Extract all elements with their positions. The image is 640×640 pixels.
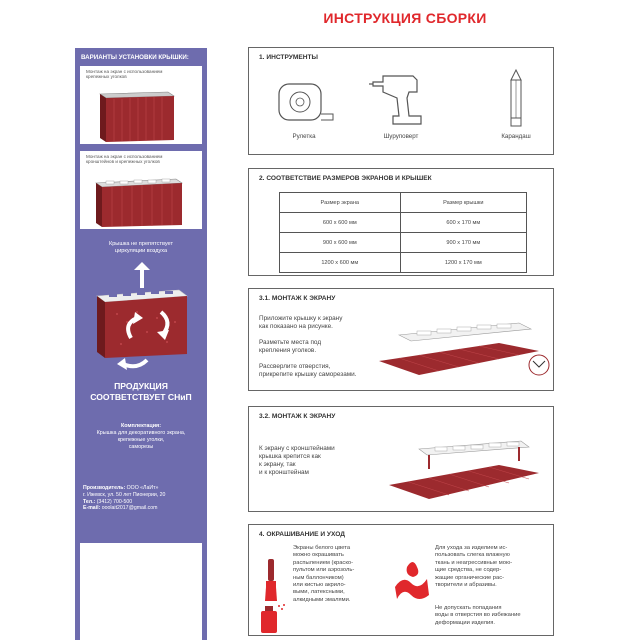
step-text: Разметьте места под крепления уголков.	[259, 339, 322, 354]
section-title: 3.1. МОНТАЖ К ЭКРАНУ	[259, 295, 336, 302]
table-cell: 600 х 600 мм	[280, 213, 401, 233]
spray-can-icon	[257, 603, 287, 635]
painting-and-care-section	[248, 524, 554, 636]
sizes-table	[279, 192, 527, 273]
tool-label-tape: Рулетка	[292, 133, 316, 140]
sidebar-heading: ВАРИАНТЫ УСТАНОВКИ КРЫШКИ:	[81, 54, 189, 61]
page-title: ИНСТРУКЦИЯ СБОРКИ	[323, 10, 487, 26]
care-text: Для ухода за изделием ис- пользовать слегка влажную ткань и неагрессивные мою- щие средства, не содер- жащие органические рас- творители и абразивы.	[435, 545, 513, 589]
mount-brackets-text: К экрану с кронштейнами крышка крепится как к экрану, так и к кронштейнам	[259, 445, 335, 476]
bracket-mount-illustration	[389, 429, 549, 509]
column-header: Размер экрана	[280, 193, 401, 213]
section-title: 2. СООТВЕТСТВИЕ РАЗМЕРОВ ЭКРАНОВ И КРЫШЕК	[259, 175, 432, 182]
table-row	[280, 213, 527, 233]
painting-text: Экраны белого цвета можно окрашивать распылением (краско- пультом или аэрозоль- ным баллончиком) или кистью акрило- выми, латексными, алкидными эмалями.	[293, 545, 355, 603]
section-title: 3.2. МОНТАЖ К ЭКРАНУ	[259, 413, 336, 420]
mount-to-screen-section	[248, 288, 554, 391]
install-variants-sidebar	[75, 48, 207, 640]
variant-card-angles	[80, 66, 202, 144]
section-title: 4. ОКРАШИВАНИЕ И УХОД	[259, 531, 345, 538]
table-cell: 900 х 600 мм	[280, 233, 401, 253]
variant-card-brackets	[80, 151, 202, 229]
screen-with-cover-illustration	[80, 80, 202, 144]
table-row	[280, 253, 527, 273]
table-cell: 1200 х 600 мм	[280, 253, 401, 273]
table-header-row	[280, 193, 527, 213]
mount-to-brackets-section	[248, 406, 554, 512]
table-cell: 900 х 170 мм	[400, 233, 526, 253]
drill-icon	[369, 68, 433, 128]
cleaning-cloth-icon	[393, 557, 431, 603]
section-title: 1. ИНСТРУМЕНТЫ	[259, 54, 319, 61]
tape-measure-icon	[271, 76, 335, 126]
table-row	[280, 233, 527, 253]
air-circulation-note: Крышка не препятствует циркуляции воздуха	[108, 241, 174, 254]
email-link[interactable]: ooolait2017@gmail.com	[100, 505, 158, 512]
airflow-illustration	[87, 262, 197, 374]
kit-contents: Комплектация: Крышка для декоративного экрана, крепежные уголки, саморезы	[96, 423, 186, 450]
screen-mount-illustration	[379, 309, 553, 389]
variant-caption: Монтаж на экран с использованием крепежных уголков	[86, 69, 163, 80]
step-text: Рассверлите отверстия, прикрепите крышку саморезами.	[259, 363, 357, 378]
tools-section	[248, 47, 554, 155]
step-text: Приложите крышку к экрану как показано на рисунке.	[259, 315, 343, 330]
table-cell: 600 х 170 мм	[400, 213, 526, 233]
water-warning-text: Не допускать попадания воды в отверстия во избежание деформации изделия.	[435, 605, 521, 626]
table-cell: 1200 х 170 мм	[400, 253, 526, 273]
screen-with-brackets-illustration	[80, 165, 202, 229]
sidebar-footer-panel	[80, 543, 202, 640]
tool-label-drill: Шуруповерт	[383, 133, 419, 140]
compliance-statement: ПРОДУКЦИЯ СООТВЕТСТВУЕТ СНиП	[90, 381, 192, 402]
tool-label-pencil: Карандаш	[501, 133, 531, 140]
sizes-section	[248, 168, 554, 276]
column-header: Размер крышки	[400, 193, 526, 213]
variant-caption: Монтаж на экран с использованием кронштейнов и крепежных уголков	[86, 154, 163, 165]
pencil-icon	[501, 68, 531, 130]
manufacturer-contacts: Производитель: ООО «ЛаИт» г. Ижевск, ул. 50 лет Пионерии, 20 Тел.: (3412) 700-500 E-mail: ooolait2017@gmail.com	[83, 485, 166, 512]
